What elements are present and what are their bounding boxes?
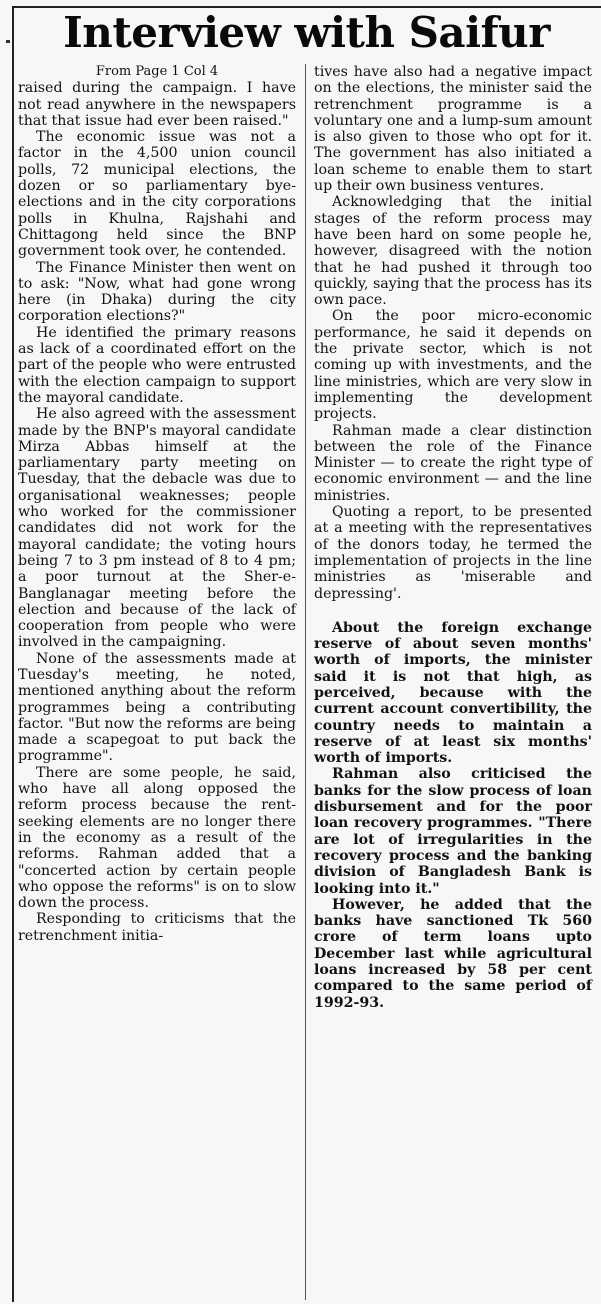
paragraph: Rahman also criticised the banks for the slow process of loan disbursement and for the poor loan recovery programmes. "There are lot of irregularities in the recovery process and the banking division of Bangladesh Bank is looking into it."	[314, 766, 592, 897]
paragraph: The economic issue was not a factor in the 4,500 union council polls, 72 municipal elections, the dozen or so parliamentary bye-elections and in the city corporations polls in Khulna, Rajshahi and Chittagong held since the BNP government took over, he contended.	[18, 129, 296, 260]
paragraph: Quoting a report, to be presented at a meeting with the representatives of the donors today, he termed the implementation of projects in the line ministries as 'miserable and depressing'.	[314, 504, 592, 602]
paragraph: Acknowledging that the initial stages of the reform process may have been hard on some people he, however, disagreed with the notion that he had pushed it through too quickly, saying that the process has its own pace.	[314, 194, 592, 309]
paragraph: raised during the campaign. I have not read anywhere in the newspapers that that issue had ever been raised."	[18, 80, 296, 129]
paragraph: tives have also had a negative impact on the elections, the minister said the retrenchment programme is a voluntary one and a lump-sum amount is also given to those who opt for it. The government has also initiated a loan scheme to enable them to start up their own business ventures.	[314, 64, 592, 195]
article-column-right	[314, 64, 592, 1011]
paragraph: About the foreign exchange reserve of about seven months' worth of imports, the minister said it is not that high, as perceived, because with the current account convertibility, the country needs to maintain a reserve of at least six months' worth of imports.	[314, 619, 592, 767]
margin-mark	[6, 40, 10, 43]
paragraph: The Finance Minister then went on to ask: "Now, what had gone wrong here (in Dhaka) during the city corporation elections?"	[18, 259, 296, 325]
paragraph: However, he added that the banks have sanctioned Tk 560 crore of term loans upto December last while agricultural loans increased by 58 per cent compared to the same period of 1992-93.	[314, 896, 592, 1011]
article-column-left	[18, 64, 296, 944]
jump-line: From Page 1 Col 4	[95, 64, 219, 79]
paragraph: None of the assessments made at Tuesday's meeting, he noted, mentioned anything about the reform programmes being a contributing factor. "But now the reforms are being made a scapegoat to put back the programme".	[18, 650, 296, 765]
paragraph: Responding to criticisms that the retrenchment initia-	[18, 911, 296, 944]
paragraph: There are some people, he said, who have all along opposed the reform process because the rent-seeking elements are no longer there in the economy as a result of the reforms. Rahman added that a "concerted action by certain people who oppose the reforms" is on to slow down the process.	[18, 764, 296, 912]
article-headline: Interview with Saifur	[63, 8, 550, 57]
column-divider	[305, 64, 306, 1300]
paragraph: He also agreed with the assessment made by the BNP's mayoral candidate Mirza Abbas himself at the parliamentary party meeting on Tuesday, that the debacle was due to organisational weaknesses; people who worked for the commissioner candidates did not work for the mayoral candidate; the voting hours being 7 to 3 pm instead of 8 to 4 pm; a poor turnout at the Sher-e-Banglanagar meeting before the election and because of the lack of cooperation from people who were involved in the campaigning.	[18, 406, 296, 651]
section-gap	[314, 602, 592, 620]
paragraph: On the poor micro-economic performance, he said it depends on the private sector, which is not coming up with investments, and the line ministries, which are very slow in implementing the development projects.	[314, 308, 592, 423]
paragraph: He identified the primary reasons as lack of a coordinated effort on the part of the people who were entrusted with the election campaign to support the mayoral candidate.	[18, 324, 296, 406]
paragraph: Rahman made a clear distinction between the role of the Finance Minister — to create the right type of economic environment — and the line ministries.	[314, 422, 592, 504]
